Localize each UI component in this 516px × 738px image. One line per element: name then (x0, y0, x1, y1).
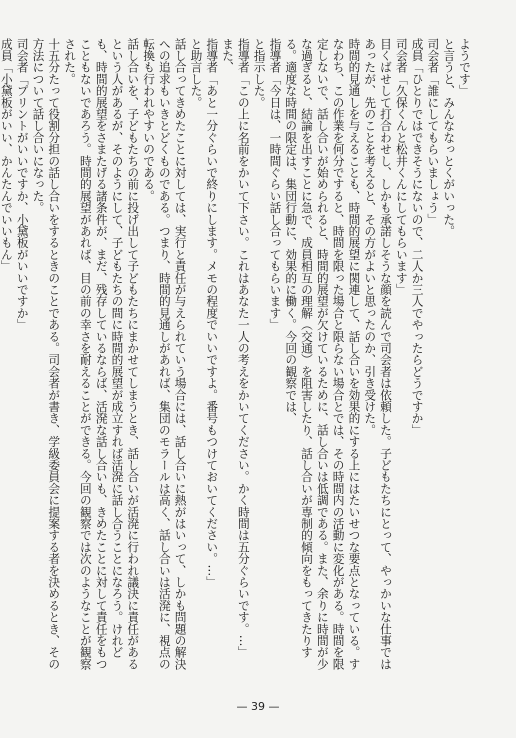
vertical-text-body (0, 38, 472, 674)
dialogue-line: 司会者「久保くんと松井くんにしてもらいます」 (394, 38, 409, 296)
dialogue-line: 司会者「誰にしてもらいましょう」 (426, 38, 441, 226)
paragraph: 十五分たって役割分担の話し合いをするときのことである。司会者が書き、学級委員会に提案する者を決めるとき、その方法について話し合いになった。 (31, 38, 62, 670)
dialogue-line: 成員「ひとりではできそうにないので、二人か三人でやったらどうですか」 (410, 38, 425, 436)
dialogue-line: 成員「小黛板がいい、かんたんでいいもん」 (0, 38, 14, 272)
dialogue-line: 司会者「プリントがいいですか、小黛板がいいですか」 (15, 38, 30, 331)
paragraph: と助言した。 (189, 38, 204, 109)
paragraph: また、 (221, 38, 236, 74)
dialogue-line: 指導者「この上に名前をかいて下さい。これはあなた一人の考えをかいてください。かく時間は五分ぐらいです。…」 (236, 38, 251, 659)
paragraph: 話し合ってきめたことに対しては、実行と責任が与えられていう場合には、話し合いに熱がはいって、しかも問題の解決への追求もいきとどくものである。つまり、時間的見通しがあれば、集団のモラールは高く、話し合いは活溌に、視点の転換も行われやすいのである。 (142, 38, 188, 670)
page-number: — 39 — (236, 700, 280, 713)
paragraph: と言うと、みんななっとくがいった。 (442, 38, 457, 237)
paragraph: 時間的見通しを与えることも、時間的展望に関連して、話し合いを効果的にする上にはたいせつな要点となっている。すなわち、この作業を何分ですると、時間を限った場合と限らない場合とでは、その時間内の活動に変化がある。時間を限定しないで、話し合いが始められると、時間的展望が欠けているために、話し合いは低調である。また、余りに時間が少な過ぎると、結論を出すことに急で、成員相互の理解（交通）を阻害したり、話し合いが専制的傾向をもってきたりする。適度な時間の限定は、集団行動に、効果的に働く。今回の観察では、 (284, 38, 362, 670)
paragraph: ようです」 (458, 38, 472, 97)
dialogue-line: 指導者「あと一分ぐらいで終りにします。メモの程度でいいですよ。番号もつけておいてください。…」 (205, 38, 220, 588)
paragraph: 目くばせして打合わせし、しかも承諾しそうな顔を読んで司会者は依頼した。子どもたちにとって、やっかいな仕事ではあったが、先のことを考えると、その方がよいと思ったのか、引き受けた。 (363, 38, 394, 670)
paragraph: と指示した。 (252, 38, 267, 109)
dialogue-line: 指導者「今日は、一時間ぐらい話し合ってもらいます」 (268, 38, 283, 331)
paragraph: 話し合いを、子どもたちの前に投げ出して子どもたちにまかせてしまうとき、話し合いが活溌に行われ議決に責任があるという人があるが、そのようにして、子どもたちの間に時間的展望が成立すれば活溌に話し合うことになろう。けれども、時間的展望をさまたげる諸条件が、まだ、残存しているならば、活溌な話し合いも、きめたことに対して責任をもつこともないであろう。時間的展望があれば、目の前の幸さを耐えることができる。今回の観察では次のようなことが観察された。 (63, 38, 141, 670)
